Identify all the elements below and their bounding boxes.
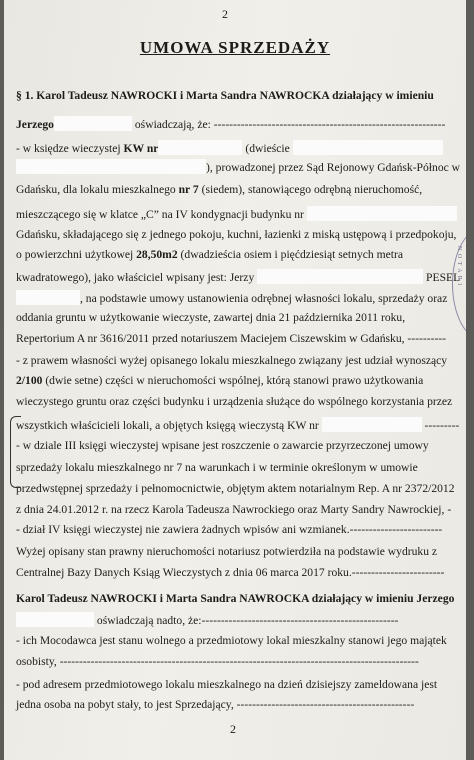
text-line [16,354,450,368]
document-title: UMOWA SPRZEDAŻY [139,38,331,57]
text-run: Wyżej opisany stan prawny nieruchomości notariusz potwierdziła na podstawie wydruku z [16,545,438,558]
text-line [16,89,450,103]
text-line [16,374,450,388]
text-run: - z prawem własności wyżej opisanego lokalu mieszkalnego związany jest udział wynoszący [16,354,448,367]
text-run: oświadczają, że: ------------------------------------------------------------ [131,118,446,131]
text-line [16,332,450,346]
text-line [16,655,450,669]
margin-bracket-mark [10,416,21,488]
redaction-box [293,140,443,155]
text-run: ), prowadzonej przez Sąd Rejonowy Gdańsk-Północ w [206,161,461,174]
page-number-top: 2 [222,7,228,21]
text-run: KW nr [123,142,159,155]
text-line [16,311,450,325]
text-run: Repertorium A nr 3616/2011 przed notariuszem Maciejem Ciszewskim w Gdańsku, ---------- [16,332,447,345]
text-run: z dnia 24.01.2012 r. na rzecz Karola Tadeusza Nawrockiego oraz Marty Sandry Nawrockiej, - [16,503,452,516]
text-run: o powierzchni użytkowej [16,248,137,261]
text-line [16,634,450,648]
text-run: (dwieście [242,142,293,155]
text-line [16,290,450,306]
text-line [16,417,460,433]
text-line [16,612,450,628]
text-line [16,269,461,285]
text-run: przedwstępnej sprzedaży i pełnomocnictwie, objętym aktem notarialnym Rep. A nr 2372/2012 [16,482,455,495]
text-run: Centralnej Bazy Danych Ksiąg Wieczystych z dnia 06 marca 2017 roku.------------------------ [16,566,445,579]
text-line [16,678,450,692]
redaction-box [322,417,422,432]
text-run: - ich Mocodawca jest stanu wolnego a przedmiotowy lokal mieszkalny stanowi jego majątek [16,634,447,647]
text-line [16,183,450,197]
text-run: Gdańsku, składającego się z jednego pokoju, kuchni, łazienki z miską ustępową i przedpokoju, [16,228,457,241]
text-run: Jerzego [16,118,54,131]
text-run: sprzedaży lokalu mieszkalnego nr 7 na warunkach i w terminie określonym w umowie [16,461,418,474]
text-run: - w dziale III księgi wieczystej wpisane jest roszczenie o zawarcie przyrzeczonej umowy [16,439,429,452]
text-run: --------- [421,419,460,432]
text-run: oświadczają nadto, że:--------------------------------------------------- [94,614,399,627]
text-line [16,140,450,156]
text-line [16,206,450,222]
text-run: jedna osoba na pobyt stały, to jest Sprzedający, ---------------------------------------------- [16,698,415,711]
text-line [16,116,450,132]
text-run: (dwadzieścia osiem i pięćdziesiąt setnych metra [177,248,403,261]
text-run: (siedem), stanowiącego odrębną nieruchomość, [198,183,423,196]
text-line [16,248,450,262]
redaction-box [54,116,132,131]
redaction-box [16,612,94,627]
text-line [16,566,450,580]
text-run: oddania gruntu w użytkowanie wieczyste, zawartej dnia 21 października 2011 roku, [16,311,406,324]
redaction-box [257,269,423,284]
text-run: wszystkich właścicieli lokali, a objętych księgą wieczystą KW nr [16,419,322,432]
text-run: 2/100 [16,374,43,387]
text-line [16,503,450,517]
text-line [16,159,461,175]
redaction-box [307,206,457,221]
text-run: 28,50m2 [136,248,178,261]
text-run: , na podstawie umowy ustanowienia odrębnej własności lokalu, sprzedaży oraz [80,292,448,305]
document-page [4,0,466,760]
notary-stamp-text: N O T A R I [456,246,462,287]
text-line [16,545,450,559]
text-run: - pod adresem przedmiotowego lokalu mieszkalnego na dzień dzisiejszy zameldowana jest [16,678,438,691]
text-run: mieszczącego się w klatce „C” na IV kondygnacji budynku nr [16,208,307,221]
text-run: PESEL [423,271,461,284]
text-run: nr 7 [178,183,199,196]
redaction-box [16,159,206,174]
text-line [16,698,450,712]
text-run: § 1. Karol Tadeusz NAWROCKI i Marta Sandra NAWROCKA działający w imieniu [16,89,434,102]
text-run: (dwie setne) części w nieruchomości wspólnej, którą stanowi prawo użytkowania [42,374,424,387]
text-run: Karol Tadeusz NAWROCKI i Marta Sandra NAWROCKA działający w imieniu Jerzego [16,592,455,605]
text-line [16,395,453,409]
text-line [16,439,450,453]
text-line [16,523,450,537]
text-run: osobisty, --------------------------------------------------------------------------------------------- [16,655,419,668]
redaction-box [158,140,242,155]
text-run: - dział IV księgi wieczystej nie zawiera żadnych wpisów ani wzmianek.------------------------ [16,523,443,536]
text-line [16,592,455,606]
page-number-bottom: 2 [230,722,236,736]
text-line [16,482,455,496]
redaction-box [16,290,80,305]
text-run: Gdańsku, dla lokalu mieszkalnego [16,183,179,196]
text-line [16,228,457,242]
text-line [16,461,450,475]
text-run: wieczystego gruntu oraz części budynku i urządzenia służące do wspólnego korzystania przez [16,395,453,408]
text-run: kwadratowego), jako właściciel wpisany jest: Jerzy [16,271,258,284]
text-run: - w księdze wieczystej [16,142,124,155]
